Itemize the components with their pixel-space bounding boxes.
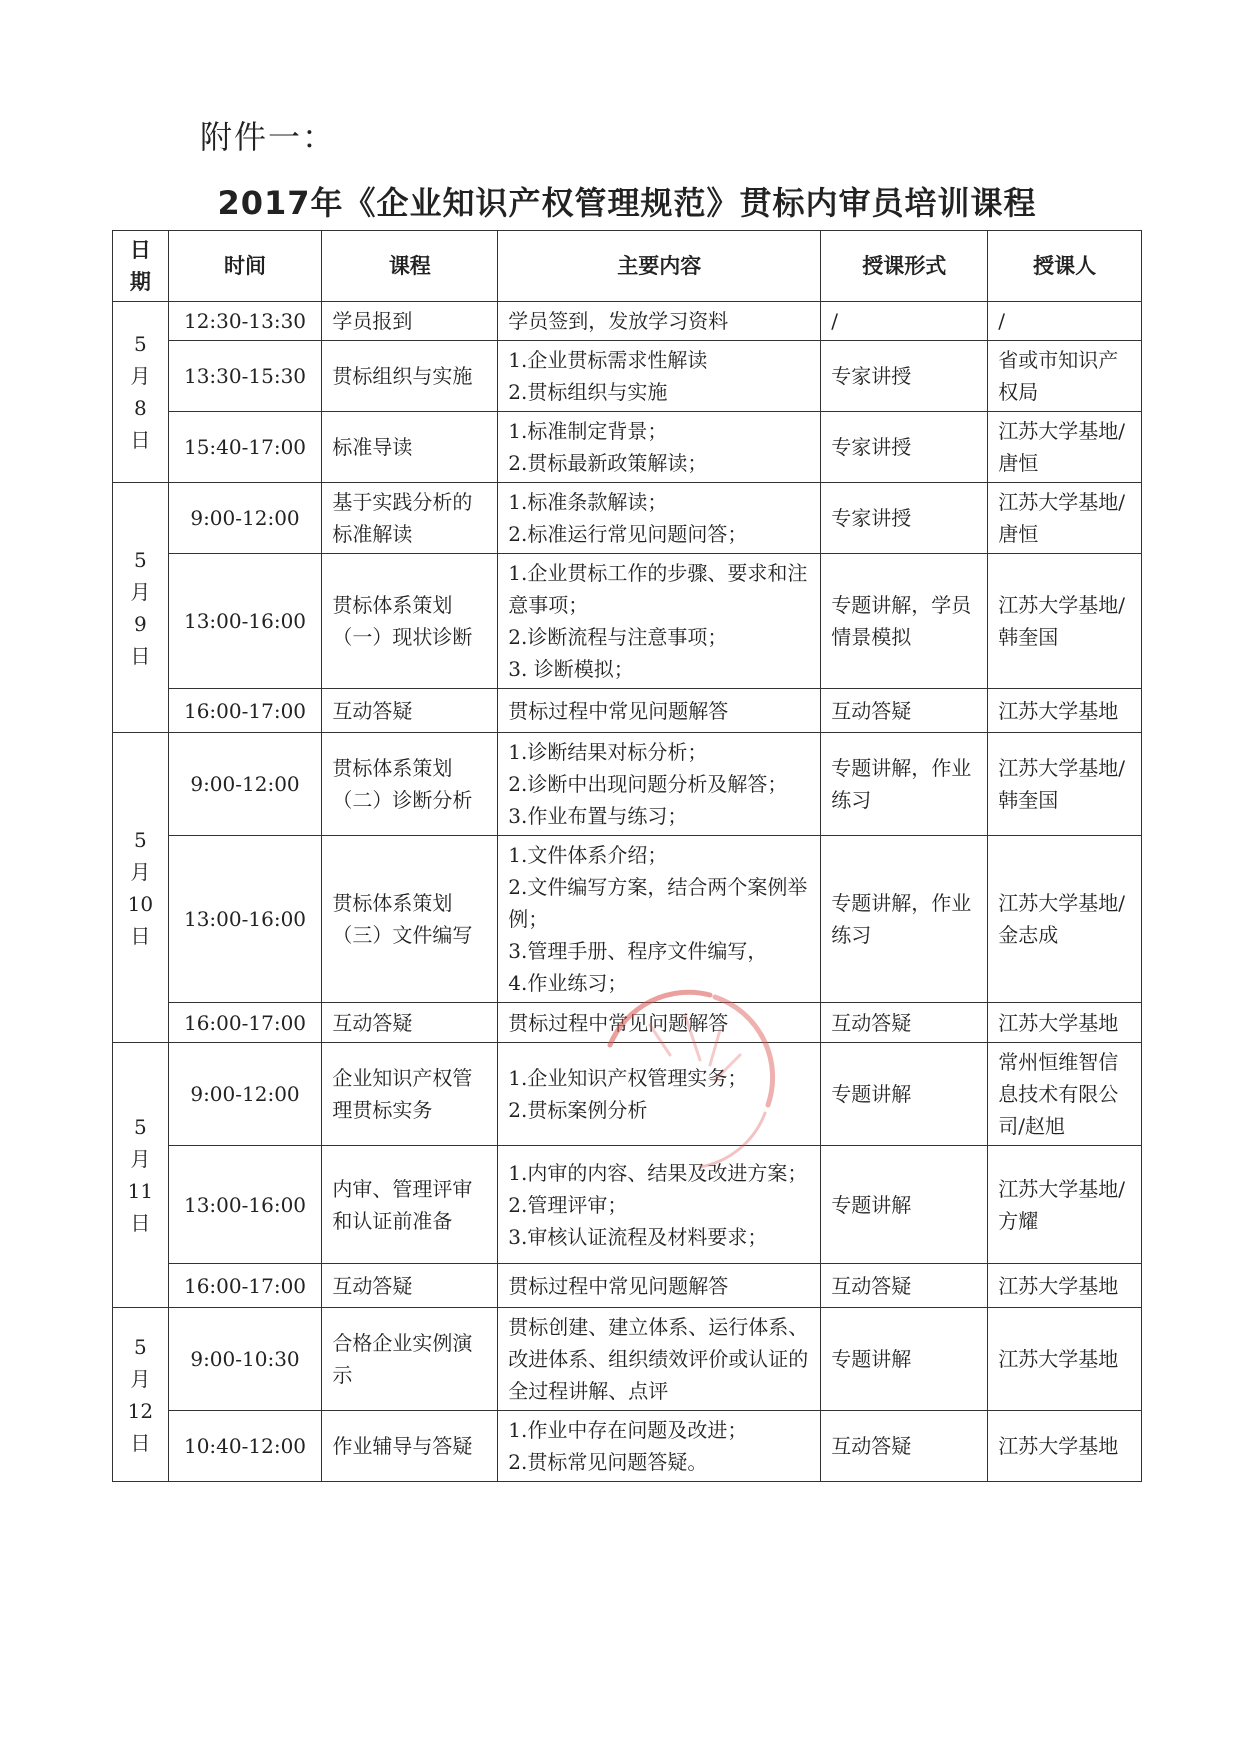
course-cell: 贯标体系策划（一）现状诊断 — [322, 554, 498, 689]
content-line: 1.企业贯标工作的步骤、要求和注意事项； — [508, 561, 808, 617]
content-cell — [498, 689, 821, 733]
course-cell: 基于实践分析的标准解读 — [322, 483, 498, 554]
column-header-teacher: 授课人 — [988, 231, 1142, 302]
date-char: 月 — [130, 859, 151, 884]
teacher-cell: 常州恒维智信息技术有限公司/赵旭 — [988, 1043, 1142, 1146]
date-char: 月 — [130, 1147, 151, 1171]
content-line: 1.标准制定背景； — [508, 419, 668, 443]
form-cell: 互动答疑 — [821, 1003, 988, 1043]
date-char: 12 — [127, 1398, 154, 1423]
date-char: 月 — [130, 364, 151, 388]
content-line: 3.审核认证流程及材料要求； — [508, 1224, 768, 1249]
date-char: 日 — [130, 1430, 151, 1455]
teacher-cell: 江苏大学基地 — [988, 1308, 1142, 1411]
content-cell — [498, 302, 821, 341]
date-char: 日 — [130, 923, 151, 948]
content-line: 3. 诊断模拟； — [508, 657, 634, 681]
content-line: 4.作业练习； — [508, 971, 628, 995]
content-line: 1.标准条款解读； — [508, 490, 668, 514]
content-line: 2.管理评审； — [508, 1192, 628, 1217]
date-char: 日 — [130, 643, 151, 668]
teacher-cell: 江苏大学基地/唐恒 — [988, 483, 1142, 554]
form-cell: 专家讲授 — [821, 483, 988, 554]
form-cell: 互动答疑 — [821, 689, 988, 733]
content-line: 1.企业知识产权管理实务； — [508, 1066, 748, 1090]
time-cell: 15:40-17:00 — [168, 412, 322, 483]
content-line: 2.标准运行常见问题问答； — [508, 522, 748, 546]
table-row — [113, 302, 1142, 341]
date-cell — [113, 302, 169, 483]
time-cell: 12:30-13:30 — [168, 302, 322, 341]
date-char: 月 — [130, 1366, 151, 1391]
content-line: 学员签到，发放学习资料 — [508, 309, 729, 333]
content-cell — [498, 341, 821, 412]
content-cell — [498, 733, 821, 836]
course-cell: 标准导读 — [322, 412, 498, 483]
teacher-cell: 江苏大学基地 — [988, 1264, 1142, 1308]
date-char: 9 — [133, 611, 147, 636]
course-cell: 互动答疑 — [322, 689, 498, 733]
time-cell: 16:00-17:00 — [168, 689, 322, 733]
time-cell: 16:00-17:00 — [168, 1264, 322, 1308]
seal-arc-3 — [700, 1113, 765, 1167]
teacher-cell: 江苏大学基地 — [988, 1411, 1142, 1482]
content-line: 2.诊断中出现问题分析及解答； — [508, 772, 788, 796]
date-char: 日 — [130, 1211, 151, 1235]
content-line: 2.文件编写方案，结合两个案例举例； — [508, 875, 808, 931]
course-cell: 贯标组织与实施 — [322, 341, 498, 412]
form-cell: 专题讲解，作业练习 — [821, 733, 988, 836]
time-cell: 9:00-12:00 — [168, 733, 322, 836]
seal-arc-2 — [715, 997, 773, 1105]
table-row — [113, 1264, 1142, 1308]
content-line: 2.贯标常见问题答疑。 — [508, 1450, 708, 1474]
form-cell: 专题讲解，作业练习 — [821, 836, 988, 1003]
seal-inner-strokes — [650, 1015, 740, 1080]
date-char: 8 — [133, 396, 147, 420]
column-header-form: 授课形式 — [821, 231, 988, 302]
date-char: 5 — [133, 1115, 147, 1139]
table-row — [113, 412, 1142, 483]
content-cell — [498, 836, 821, 1003]
table-header-row — [113, 231, 1142, 302]
date-char: 5 — [133, 1334, 147, 1359]
time-cell: 16:00-17:00 — [168, 1003, 322, 1043]
schedule-body — [113, 302, 1142, 1482]
content-line: 3.作业布置与练习； — [508, 804, 688, 828]
form-cell: / — [821, 302, 988, 341]
content-line: 2.贯标组织与实施 — [508, 380, 668, 404]
course-cell: 作业辅导与答疑 — [322, 1411, 498, 1482]
date-cell — [113, 483, 169, 733]
content-line: 1.内审的内容、结果及改进方案； — [508, 1160, 808, 1185]
content-cell — [498, 483, 821, 554]
date-char: 11 — [127, 1179, 154, 1203]
content-line: 贯标过程中常见问题解答 — [508, 1273, 729, 1298]
teacher-cell: 江苏大学基地/唐恒 — [988, 412, 1142, 483]
time-cell: 13:00-16:00 — [168, 554, 322, 689]
content-cell — [498, 412, 821, 483]
date-char: 5 — [133, 827, 147, 852]
time-cell: 13:00-16:00 — [168, 836, 322, 1003]
date-char: 月 — [130, 579, 151, 604]
date-cell — [113, 1043, 169, 1308]
date-cell — [113, 1308, 169, 1482]
teacher-cell: / — [988, 302, 1142, 341]
form-cell: 专题讲解 — [821, 1043, 988, 1146]
content-line: 1.作业中存在问题及改进； — [508, 1418, 748, 1442]
schedule-table — [112, 230, 1142, 1482]
course-cell: 企业知识产权管理贯标实务 — [322, 1043, 498, 1146]
course-cell: 内审、管理评审和认证前准备 — [322, 1146, 498, 1264]
form-cell: 专题讲解 — [821, 1146, 988, 1264]
table-row — [113, 1411, 1142, 1482]
attachment-label: 附件一： — [200, 118, 337, 156]
table-row — [113, 733, 1142, 836]
teacher-cell: 江苏大学基地/方耀 — [988, 1146, 1142, 1264]
table-row — [113, 483, 1142, 554]
teacher-cell: 江苏大学基地/韩奎国 — [988, 733, 1142, 836]
course-cell: 贯标体系策划（二）诊断分析 — [322, 733, 498, 836]
column-header-content: 主要内容 — [498, 231, 821, 302]
table-row — [113, 554, 1142, 689]
form-cell: 专家讲授 — [821, 412, 988, 483]
date-cell — [113, 733, 169, 1043]
form-cell: 互动答疑 — [821, 1411, 988, 1482]
form-cell: 专家讲授 — [821, 341, 988, 412]
content-line: 3.管理手册、程序文件编写， — [508, 939, 768, 963]
content-line: 2.贯标案例分析 — [508, 1098, 648, 1122]
time-cell: 13:30-15:30 — [168, 341, 322, 412]
date-char: 10 — [127, 891, 154, 916]
content-line: 贯标创建、建立体系、运行体系、改进体系、组织绩效评价或认证的全过程讲解、点评 — [508, 1315, 809, 1403]
time-cell: 10:40-12:00 — [168, 1411, 322, 1482]
course-cell: 互动答疑 — [322, 1003, 498, 1043]
content-cell — [498, 554, 821, 689]
course-cell: 互动答疑 — [322, 1264, 498, 1308]
page-title: 2017年《企业知识产权管理规范》贯标内审员培训课程 — [217, 184, 1037, 222]
content-line: 2.贯标最新政策解读； — [508, 451, 708, 475]
teacher-cell: 江苏大学基地 — [988, 1003, 1142, 1043]
form-cell: 专题讲解，学员情景模拟 — [821, 554, 988, 689]
table-row — [113, 1308, 1142, 1411]
column-header-time: 时间 — [168, 231, 322, 302]
content-line: 1.文件体系介绍； — [508, 843, 668, 867]
time-cell: 9:00-12:00 — [168, 1043, 322, 1146]
form-cell: 互动答疑 — [821, 1264, 988, 1308]
time-cell: 13:00-16:00 — [168, 1146, 322, 1264]
table-row — [113, 836, 1142, 1003]
date-char: 日 — [130, 428, 151, 452]
course-cell: 贯标体系策划（三）文件编写 — [322, 836, 498, 1003]
column-header-date: 日期 — [113, 231, 169, 302]
column-header-course: 课程 — [322, 231, 498, 302]
time-cell: 9:00-12:00 — [168, 483, 322, 554]
date-char: 5 — [133, 332, 147, 356]
official-seal-stamp — [590, 985, 780, 1175]
content-line: 1.诊断结果对标分析； — [508, 740, 708, 764]
course-cell: 学员报到 — [322, 302, 498, 341]
teacher-cell: 江苏大学基地 — [988, 689, 1142, 733]
content-cell — [498, 1411, 821, 1482]
content-line: 1.企业贯标需求性解读 — [508, 348, 708, 372]
content-cell — [498, 1264, 821, 1308]
course-cell: 合格企业实例演示 — [322, 1308, 498, 1411]
content-cell — [498, 1308, 821, 1411]
content-line: 贯标过程中常见问题解答 — [508, 698, 729, 723]
teacher-cell: 江苏大学基地/金志成 — [988, 836, 1142, 1003]
form-cell: 专题讲解 — [821, 1308, 988, 1411]
teacher-cell: 省或市知识产权局 — [988, 341, 1142, 412]
table-row — [113, 689, 1142, 733]
table-row — [113, 341, 1142, 412]
teacher-cell: 江苏大学基地/韩奎国 — [988, 554, 1142, 689]
time-cell: 9:00-10:30 — [168, 1308, 322, 1411]
seal-arc-1 — [610, 992, 710, 1045]
date-char: 5 — [133, 547, 147, 572]
content-line: 贯标过程中常见问题解答 — [508, 1010, 729, 1035]
content-line: 2.诊断流程与注意事项； — [508, 625, 728, 649]
